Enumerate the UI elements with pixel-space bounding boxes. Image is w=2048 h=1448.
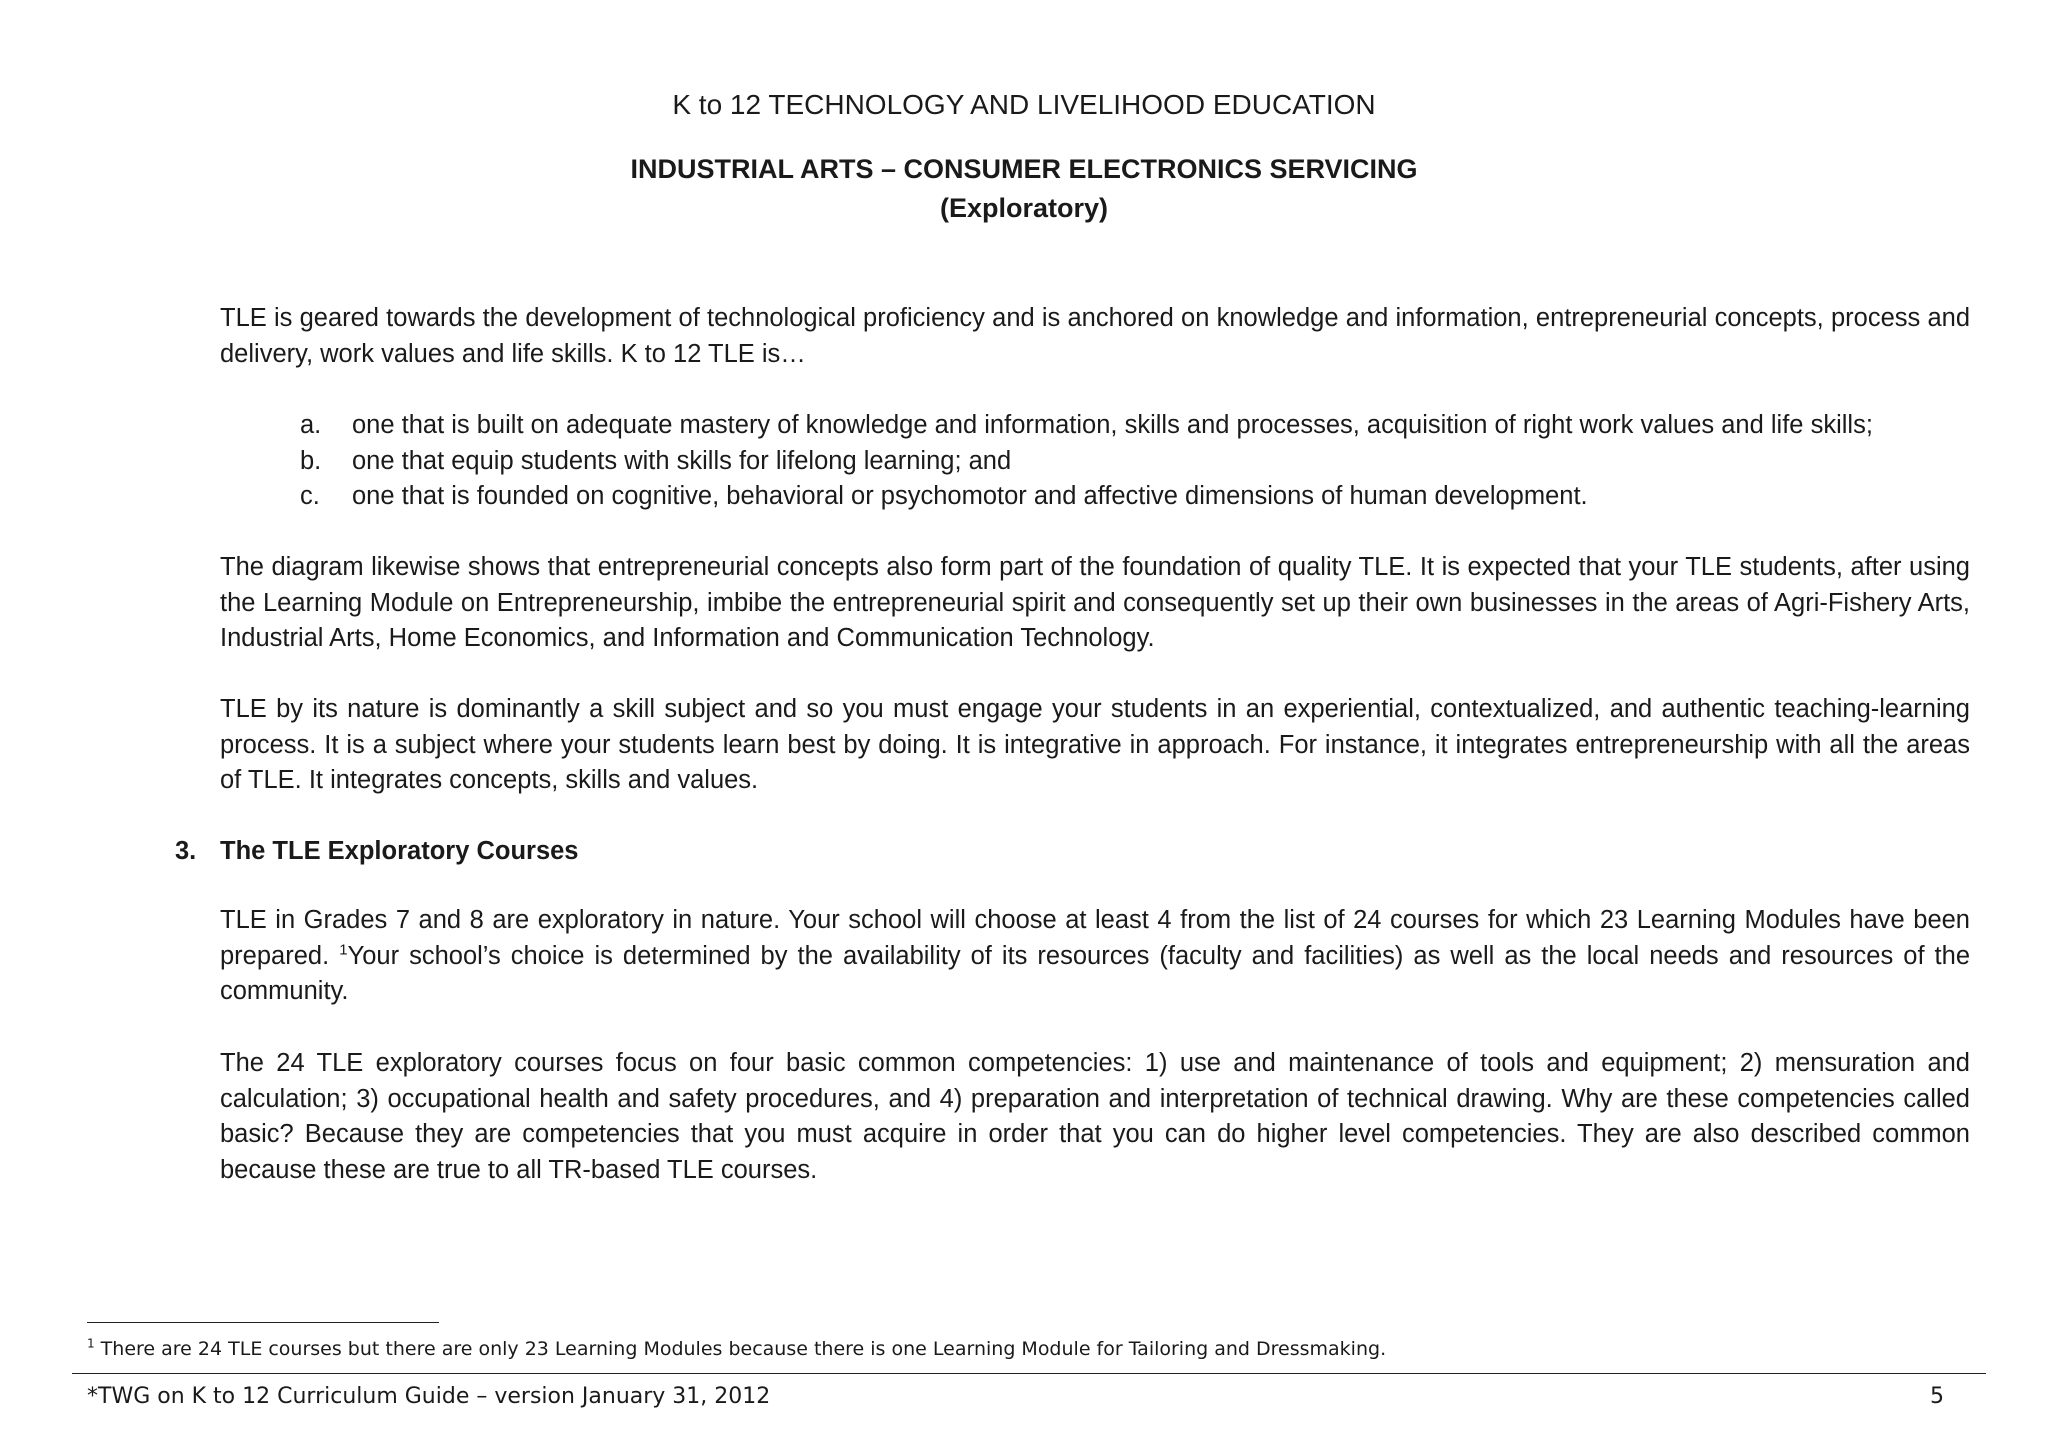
page-number: 5 bbox=[1930, 1384, 1944, 1409]
list-marker: a. bbox=[300, 411, 322, 439]
footer-version: *TWG on K to 12 Curriculum Guide – version January 31, 2012 bbox=[87, 1384, 771, 1409]
list-marker: b. bbox=[300, 446, 322, 475]
section-number: 3. bbox=[175, 837, 197, 865]
paragraph-competencies bbox=[220, 1046, 1970, 1188]
paragraph-text-part: Your school’s choice is determined by the availability of its resources (faculty and facilities) as well as the local needs and resources of the community. bbox=[220, 941, 1970, 1005]
paragraph-exploratory bbox=[220, 903, 1970, 1010]
list-marker: c. bbox=[300, 482, 320, 510]
paragraph-text bbox=[220, 903, 1970, 1010]
paragraph-skill-subject bbox=[220, 692, 1970, 799]
paragraph-entrepreneurial bbox=[220, 550, 1970, 657]
footnote bbox=[87, 1336, 1386, 1362]
list-item-text: one that is founded on cognitive, behavioral or psychomotor and affective dimensions of human development. bbox=[352, 482, 1588, 510]
list-item bbox=[300, 408, 1980, 444]
footnote-reference[interactable]: 1 bbox=[339, 941, 348, 958]
footnote-text: There are 24 TLE courses but there are only 23 Learning Modules because there is one Learning Module for Tailoring and Dressmaking. bbox=[94, 1338, 1387, 1360]
section-title: The TLE Exploratory Courses bbox=[220, 837, 579, 865]
list-item-text: one that equip students with skills for lifelong learning; and bbox=[352, 446, 1012, 475]
list-item bbox=[300, 479, 1980, 515]
document-subtitle: INDUSTRIAL ARTS – CONSUMER ELECTRONICS SERVICING bbox=[630, 154, 1418, 184]
footnote-marker: 1 bbox=[87, 1336, 95, 1351]
document-title: K to 12 TECHNOLOGY AND LIVELIHOOD EDUCATION bbox=[672, 89, 1376, 120]
paragraph-text: The diagram likewise shows that entrepreneurial concepts also form part of the foundation of quality TLE. It is expected that your TLE students, after using the Learning Module on Entrepreneurship, imbibe the entrepreneurial spirit and consequently set up their own businesses in the areas of Agri-Fishery Arts, Industrial Arts, Home Economics, and Information and Communication Technology. bbox=[220, 553, 1970, 652]
paragraph-text-part: TLE in Grades 7 and 8 are exploratory in nature. Your school will choose at least 4 from the list of 24 courses for which 23 Learning Modules have been prepared. bbox=[220, 906, 1970, 970]
tle-definition-list bbox=[300, 408, 1980, 515]
footer-divider bbox=[72, 1373, 1986, 1374]
footnote-divider bbox=[87, 1322, 439, 1323]
paragraph-intro bbox=[220, 301, 1970, 372]
list-item-text: one that is built on adequate mastery of knowledge and information, skills and processes, acquisition of right work values and life skills; bbox=[352, 411, 1873, 439]
list-item bbox=[300, 444, 1980, 480]
section-heading bbox=[175, 834, 579, 870]
document-subtitle-qualifier: (Exploratory) bbox=[939, 193, 1109, 223]
paragraph-text: The 24 TLE exploratory courses focus on four basic common competencies: 1) use and maintenance of tools and equipment; 2) mensuration and calculation; 3) occupational health and safety procedures, and 4) preparation and interpretation of technical drawing. Why are these competencies called basic? Because they are competencies that you must acquire in order that you can do higher level competencies. They are also described common because these are true to all TR-based TLE courses. bbox=[220, 1049, 1970, 1184]
paragraph-text: TLE by its nature is dominantly a skill subject and so you must engage your students in an experiential, contextualized, and authentic teaching-learning process. It is a subject where your students learn best by doing. It is integrative in approach. For instance, it integrates entrepreneurship with all the areas of TLE. It integrates concepts, skills and values. bbox=[220, 695, 1970, 794]
paragraph-text: TLE is geared towards the development of technological proficiency and is anchored on knowledge and information, entrepreneurial concepts, process and delivery, work values and life skills. K to 12 TLE is… bbox=[220, 304, 1970, 368]
